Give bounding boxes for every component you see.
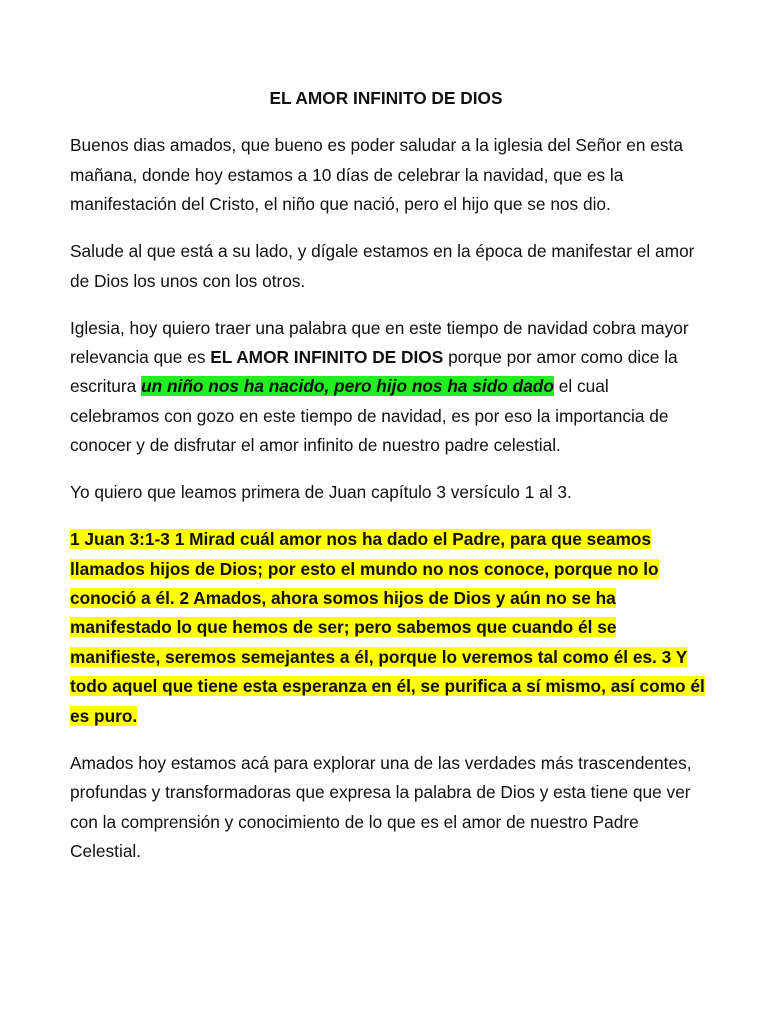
scripture-passage bbox=[70, 525, 710, 731]
paragraph-salute: Salude al que está a su lado, y dígale estamos en la época de manifestar el amor de Dios los unos con los otros. bbox=[70, 241, 695, 291]
document-title: EL AMOR INFINITO DE DIOS bbox=[269, 88, 503, 108]
paragraph-intro-text-1: Iglesia, hoy quiero traer una palabra que en este tiempo de navidad cobra mayor relevancia que es bbox=[70, 317, 689, 368]
paragraph-closing: Amados hoy estamos acá para explorar una de las verdades más trascendentes, profundas y transformadoras que expresa la palabra de Dios y esta tiene que ver con la comprensión y conocimiento de lo que es el amor de nuestro Padre Celestial. bbox=[70, 752, 692, 861]
document-body bbox=[70, 84, 705, 884]
paragraph-intro-bold-title: EL AMOR INFINITO DE DIOS bbox=[210, 347, 444, 368]
scripture-highlight-green: un niño nos ha nacido, pero hijo nos ha sido dado bbox=[141, 376, 554, 397]
scripture-highlight-yellow: 1 Juan 3:1-3 1 Mirad cuál amor nos ha dado el Padre, para que seamos llamados hijos de Dios; por esto el mundo no nos conoce, porque no lo conoció a él. 2 Amados, ahora somos hijos de Dios y aún no se ha manifestado lo que hemos de ser; pero sabemos que cuando él se manifieste, seremos semejantes a él, porque lo veremos tal como él es. 3 Y todo aquel que tiene esta esperanza en él, se purifica a sí mismo, así como él es puro. bbox=[70, 529, 705, 726]
paragraph-intro bbox=[70, 314, 702, 461]
paragraph-reading-intro: Yo quiero que leamos primera de Juan capítulo 3 versículo 1 al 3. bbox=[70, 482, 572, 503]
paragraph-intro-text-2: porque por amor como dice la escritura bbox=[70, 347, 678, 397]
paragraph-greeting: Buenos dias amados, que bueno es poder saludar a la iglesia del Señor en esta mañana, donde hoy estamos a 10 días de celebrar la navidad, que es la manifestación del Cristo, el niño que nació, pero el hijo que se nos dio. bbox=[70, 135, 683, 215]
paragraph-intro-text-3: el cual celebramos con gozo en este tiempo de navidad, es por eso la importancia de conocer y de disfrutar el amor infinito de nuestro padre celestial. bbox=[70, 376, 669, 456]
